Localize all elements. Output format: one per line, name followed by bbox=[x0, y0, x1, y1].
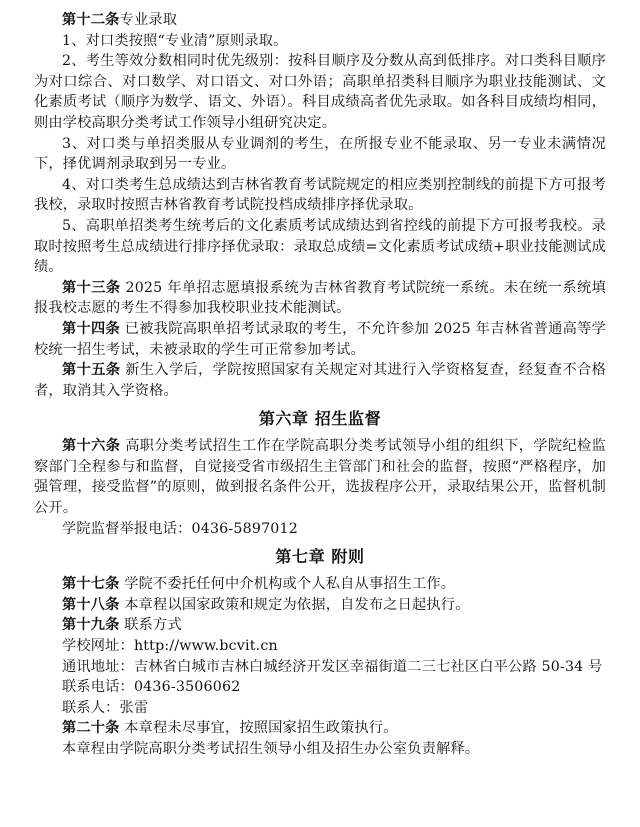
mailing-address: 通讯地址：吉林省白城市吉林白城经济开发区幸福街道二三七社区白平公路 50-34 号 bbox=[62, 658, 603, 675]
article-14-title: 第十四条 bbox=[62, 320, 120, 337]
contact-phone: 联系电话：0436-3506062 bbox=[62, 679, 241, 696]
article-19-title: 第十九条 bbox=[62, 617, 120, 634]
supervision-hotline: 学院监督举报电话：0436-5897012 bbox=[62, 520, 298, 537]
article-18-text: 本章程以国家政策和规定为依据，自发布之日起执行。 bbox=[124, 596, 470, 613]
article-12-item-5: 5、高职单招类考生统考后的文化素质考试成绩达到省控线的前提下方可报考我校。录取时按照考生总成绩进行排序择优录取：录取总成绩=文化素质考试成绩+职业技能测试成绩。 bbox=[34, 217, 606, 276]
article-20-text: 本章程未尽事宜，按照国家招生政策执行。 bbox=[124, 720, 398, 737]
article-15-text: 新生入学后，学院按照国家有关规定对其进行入学资格复查，经复查不合格者，取消其入学资格。 bbox=[34, 362, 606, 399]
article-17 bbox=[34, 574, 606, 595]
school-website: 学校网址：http://www.bcvit.cn bbox=[62, 638, 278, 655]
article-12-item-4: 4、对口类考生总成绩达到吉林省教育考试院规定的相应类别控制线的前提下方可报考我校，录取时按照吉林省教育考试院投档成绩排序择优录取。 bbox=[34, 176, 606, 214]
article-13-title: 第十三条 bbox=[62, 279, 121, 296]
article-12-item-3: 3、对口类与单招类服从专业调剂的考生，在所报专业不能录取、另一专业未满情况下，择优调剂录取到另一专业。 bbox=[34, 135, 606, 173]
article-12-item-2: 2、考生等效分数相同时优先级别：按科目顺序及分数从高到低排序。对口类科目顺序为对口综合、对口数学、对口语文、对口外语；高职单招类科目顺序为职业技能测试、文化素质考试（顺序为数学、语文、外语）。科目成绩高者优先录取。如各科目成绩均相同，则由学校高职分类考试工作领导小组研究决定。 bbox=[34, 53, 606, 131]
article-17-text: 学院不委托任何中介机构或个人私自从事招生工作。 bbox=[124, 576, 456, 593]
article-17-title: 第十七条 bbox=[62, 576, 120, 593]
article-14 bbox=[34, 319, 606, 360]
article-14-text: 已被我院高职单招考试录取的考生，不允许参加 2025 年吉林省普通高等学校统一招生考试，未被录取的学生可正常参加考试。 bbox=[34, 320, 606, 358]
article-12-item-1: 1、对口类按照“专业清”原则录取。 bbox=[62, 32, 288, 49]
document-page bbox=[34, 10, 606, 760]
interpretation-note: 本章程由学院高职分类考试招生领导小组及招生办公室负责解释。 bbox=[62, 741, 480, 757]
article-18 bbox=[34, 595, 606, 616]
article-12-title: 第十二条 bbox=[62, 12, 120, 28]
chapter-6-heading: 第六章 招生监督 bbox=[258, 409, 382, 429]
article-18-title: 第十八条 bbox=[62, 596, 120, 613]
article-20 bbox=[34, 718, 606, 739]
article-13 bbox=[34, 278, 606, 319]
article-13-text: 2025 年单招志愿填报系统为吉林省教育考试院统一系统。未在统一系统填报我校志愿的考生不得参加我校职业技术能测试。 bbox=[34, 279, 606, 317]
article-15-title: 第十五条 bbox=[62, 362, 121, 379]
article-19-text: 联系方式 bbox=[124, 617, 182, 634]
article-16-title: 第十六条 bbox=[62, 438, 121, 455]
article-16-text: 高职分类考试招生工作在学院高职分类考试领导小组的组织下，学院纪检监察部门全程参与和监督，自觉接受省市级招生主管部门和社会的监督，按照“严格程序，加强管理，接受监督”的原则，做到报名条件公开，选拔程序公开，录取结果公开，监督机制公开。 bbox=[34, 438, 606, 517]
article-15 bbox=[34, 360, 606, 401]
article-12 bbox=[34, 10, 606, 31]
contact-person: 联系人：张雷 bbox=[62, 699, 149, 716]
article-20-title: 第二十条 bbox=[62, 720, 120, 737]
article-12-text: 专业录取 bbox=[119, 12, 178, 28]
chapter-7-heading: 第七章 附则 bbox=[275, 547, 365, 567]
article-16 bbox=[34, 436, 606, 518]
article-19 bbox=[34, 615, 606, 636]
